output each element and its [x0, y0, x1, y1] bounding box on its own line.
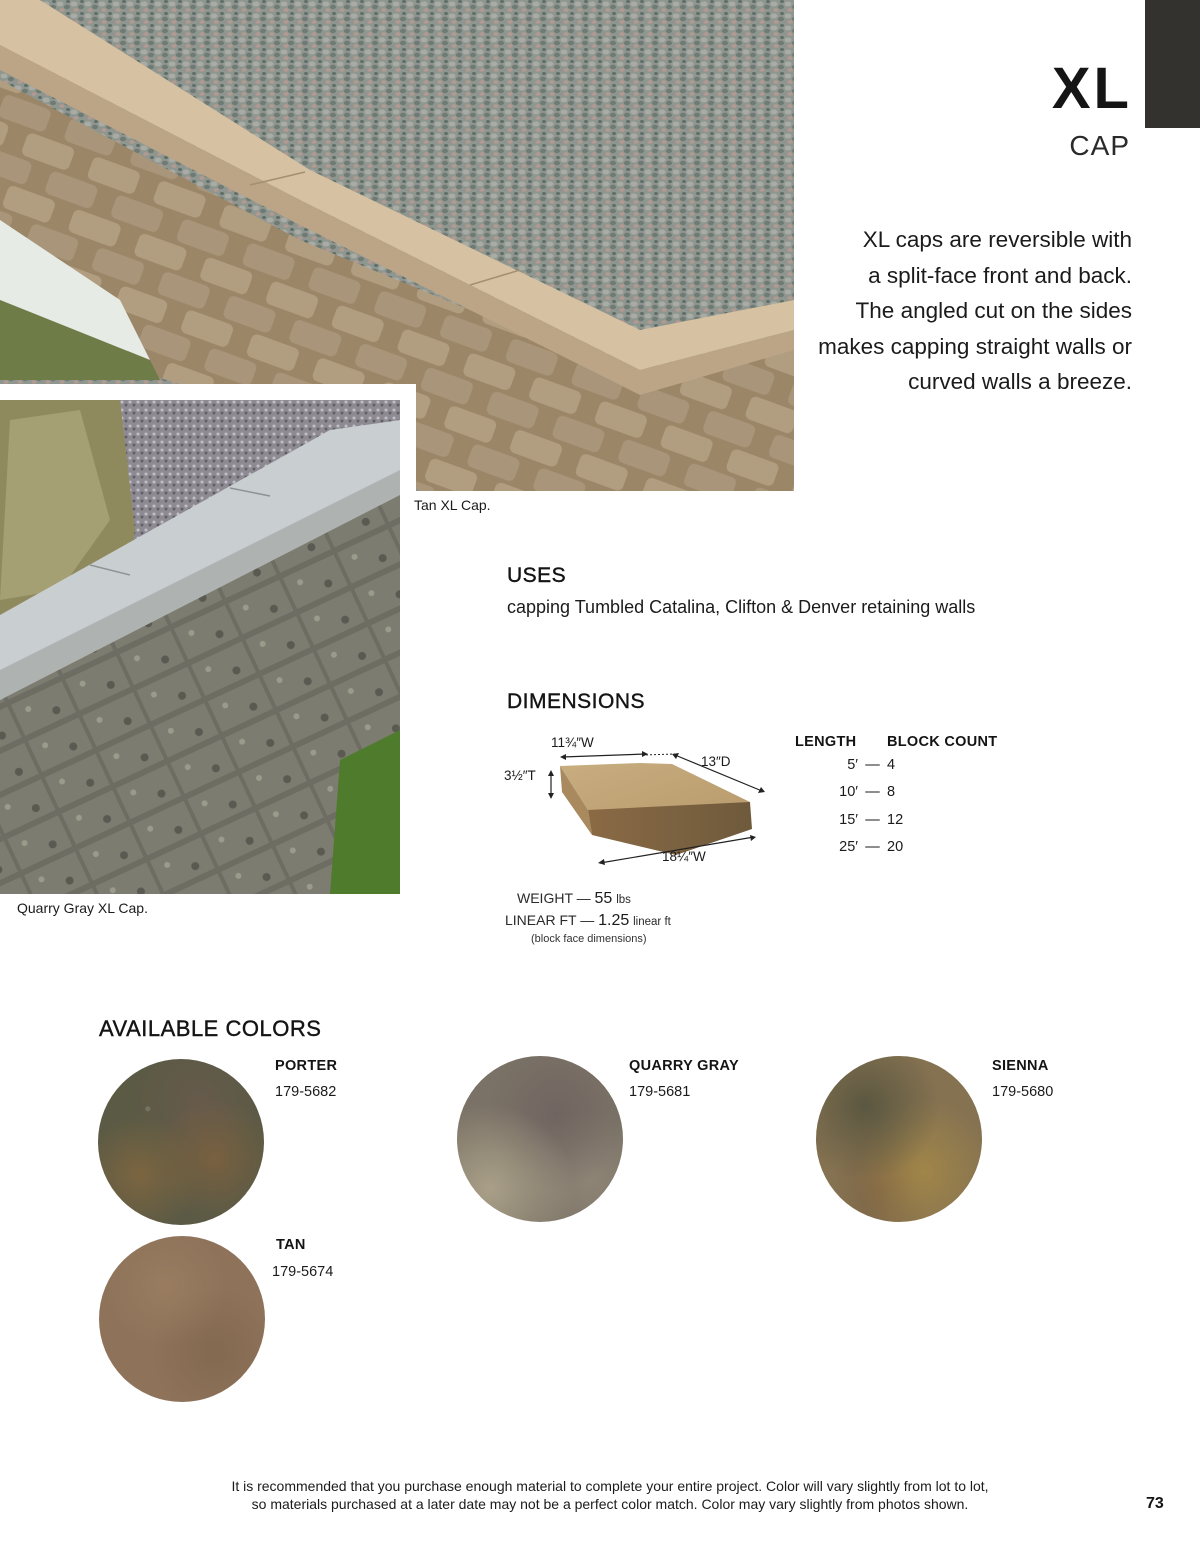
- dimension-thickness: 3½″T: [504, 768, 536, 783]
- block-count-table: [795, 734, 997, 861]
- dash-separator: —: [865, 839, 880, 856]
- dash-separator: —: [865, 811, 880, 828]
- table-row: [795, 779, 997, 807]
- length-column-header: LENGTH: [795, 734, 857, 750]
- quarry-gray-xl-cap-photo: [0, 400, 400, 894]
- color-swatch-tan: [99, 1236, 265, 1402]
- description-line: curved walls a breeze.: [908, 369, 1132, 394]
- color-name-sienna: SIENNA: [992, 1058, 1049, 1074]
- count-cell: 4: [887, 756, 896, 773]
- color-swatch-porter: [98, 1059, 264, 1225]
- length-cell: 25′: [839, 839, 858, 856]
- color-swatch-quarry-gray: [457, 1056, 623, 1222]
- color-swatch-sienna: [816, 1056, 982, 1222]
- page-title: XL: [1051, 56, 1132, 121]
- description-line: makes capping straight walls or: [818, 333, 1132, 359]
- linear-ft-value: 1.25: [598, 912, 630, 929]
- dimension-front-width: 18¼″W: [662, 849, 706, 864]
- available-colors-heading: AVAILABLE COLORS: [99, 1016, 322, 1041]
- count-column-header: BLOCK COUNT: [887, 734, 998, 750]
- color-code-quarry-gray: 179-5681: [629, 1084, 691, 1100]
- description-line: XL caps are reversible with: [862, 227, 1132, 252]
- color-name-porter: PORTER: [275, 1058, 338, 1074]
- page-subtitle: CAP: [1069, 130, 1130, 161]
- length-cell: 5′: [847, 756, 858, 773]
- dimension-top-width: 11¾″W: [551, 735, 594, 750]
- weight-spec: [505, 888, 705, 910]
- dimensions-heading: DIMENSIONS: [507, 690, 646, 713]
- dash-separator: —: [865, 756, 880, 773]
- disclaimer-line: so materials purchased at a later date may not be a perfect color match. Color may vary slightly from photos shown.: [251, 1496, 969, 1512]
- count-cell: 12: [887, 811, 904, 828]
- linear-ft-label: LINEAR FT —: [505, 912, 595, 928]
- disclaimer-line: It is recommended that you purchase enough material to complete your entire project. Color will vary slightly from lot to lot,: [231, 1478, 989, 1494]
- dimension-depth: 13″D: [701, 754, 731, 769]
- table-header: [795, 734, 997, 750]
- linear-ft-spec: [505, 910, 705, 932]
- weight-unit: lbs: [616, 894, 631, 906]
- count-cell: 20: [887, 839, 904, 856]
- block-face-note: (block face dimensions): [531, 933, 647, 945]
- block-dimension-diagram: [500, 730, 770, 870]
- table-row: [795, 806, 997, 834]
- page-number: 73: [1146, 1495, 1164, 1512]
- color-code-sienna: 179-5680: [992, 1084, 1054, 1100]
- description-line: a split-face front and back.: [868, 262, 1132, 288]
- uses-text: capping Tumbled Catalina, Clifton & Denver retaining walls: [507, 597, 976, 617]
- dash-separator: —: [865, 784, 880, 801]
- weight-value: 55: [594, 890, 613, 907]
- color-disclaimer: [180, 1477, 1040, 1513]
- length-cell: 10′: [839, 784, 858, 801]
- section-tab-marker: [1145, 0, 1200, 128]
- uses-heading: USES: [507, 564, 567, 587]
- color-code-tan: 179-5674: [272, 1264, 334, 1280]
- photo-caption-tan: Tan XL Cap.: [414, 497, 491, 513]
- linear-ft-unit: linear ft: [633, 916, 671, 928]
- photo-caption-quarry-gray: Quarry Gray XL Cap.: [17, 900, 148, 916]
- color-name-quarry-gray: QUARRY GRAY: [629, 1058, 739, 1074]
- table-row: [795, 834, 997, 862]
- description-line: The angled cut on the sides: [855, 298, 1132, 323]
- block-specs: [505, 888, 705, 946]
- product-description: [752, 222, 1132, 400]
- length-cell: 15′: [839, 811, 858, 828]
- table-row: [795, 751, 997, 779]
- color-code-porter: 179-5682: [275, 1084, 337, 1100]
- weight-label: WEIGHT —: [517, 890, 591, 906]
- count-cell: 8: [887, 784, 896, 801]
- color-name-tan: TAN: [276, 1237, 306, 1253]
